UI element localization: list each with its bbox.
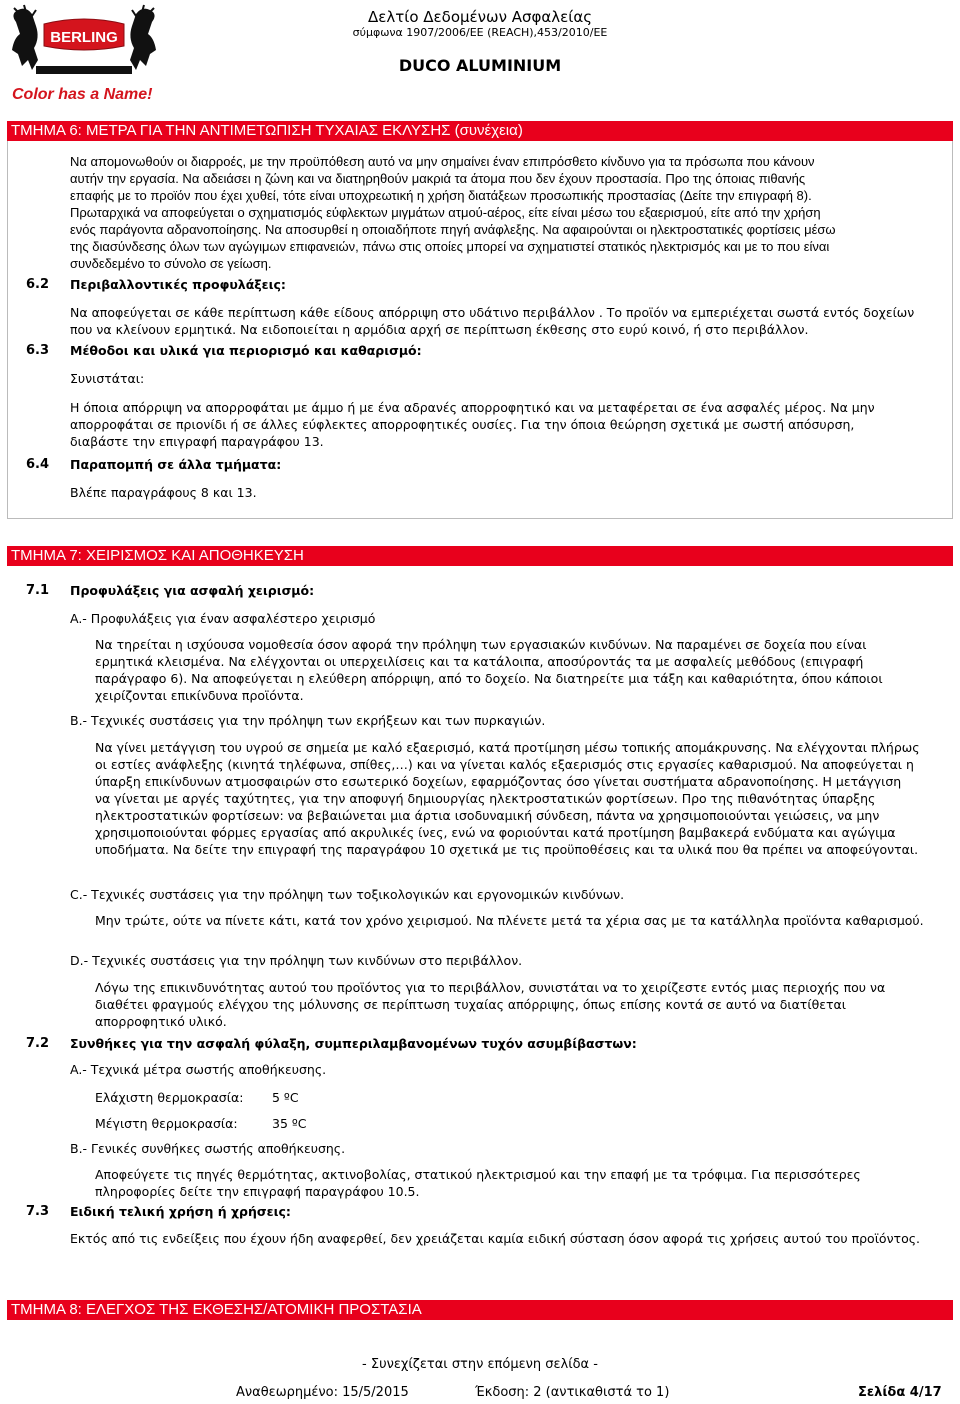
- s71-d-text-line: απορροφητικό υλικό.: [95, 1014, 227, 1029]
- subsection-number: 7.2: [26, 1036, 50, 1051]
- section-6-heading: ΤΜΗΜΑ 6: ΜΕΤΡΑ ΓΙΑ ΤΗΝ ΑΝΤΙΜΕΤΩΠΙΣΗ ΤΥΧΑΙΑΣ ΕΚΛΥΣΗΣ (συνέχεια): [7, 121, 953, 141]
- min-temp-label: Ελάχιστη θερμοκρασία:: [95, 1090, 244, 1105]
- logo-slogan: Color has a Name!: [12, 86, 153, 103]
- s71-a-text-line: Να τηρείται η ισχύουσα νομοθεσία όσον αφορά την πρόληψη των εργασιακών κινδύνων. Να παραμένει σε δοχεία που είναι: [95, 637, 867, 652]
- revision-date: Αναθεωρημένο: 15/5/2015: [236, 1385, 409, 1400]
- s71-d-text-line: Λόγω της επικινδυνότητας αυτού του προϊόντος για το περιβάλλον, συνιστάται να το χειρίζεστε εντός μιας περιοχής που να: [95, 980, 886, 995]
- subsection-number: 6.2: [26, 277, 50, 292]
- s71-a-text-line: παράγραφο 6). Να αποφεύγεται η ελεύθερη απόρριψη, από το δοχείο. Να διατηρείτε μια τάξη και καθαριότητα, όπου κάποιοι: [95, 671, 883, 686]
- s6-p1-line: ενός παράγοντα αδρανοποίησης. Να αποσυρθεί η οποιαδήποτε πηγή ανάφλεξης. Να αφαιρούνται οι ηλεκτροστατικές φορτίσεις μέσω: [70, 222, 836, 237]
- subsection-number: 7.1: [26, 583, 50, 598]
- subsection-number: 7.3: [26, 1204, 50, 1219]
- s64-text: Βλέπε παραγράφους 8 και 13.: [70, 485, 257, 500]
- lion-right-icon: [130, 5, 156, 70]
- section-8-heading: ΤΜΗΜΑ 8: ΕΛΕΓΧΟΣ ΤΗΣ ΕΚΘΕΣΗΣ/ΑΤΟΜΙΚΗ ΠΡΟΣΤΑΣΙΑ: [7, 1300, 953, 1320]
- s72-b-text-line: πληροφορίες δείτε την επιγραφή παραγράφου 10.5.: [95, 1184, 420, 1199]
- s71-d-label: D.- Τεχνικές συστάσεις για την πρόληψη των κινδύνων στο περιβάλλον.: [70, 953, 523, 968]
- berling-logo: [6, 4, 162, 104]
- min-temp-value: 5 ºC: [272, 1090, 299, 1105]
- s71-a-label: A.- Προφυλάξεις για έναν ασφαλέστερο χειρισμό: [70, 611, 376, 626]
- s71-b-text-line: οι εστίες ανάφλεξης (κινητά τηλέφωνα, σπίθες,…) και να γίνεται καλός εξαερισμός στις εργασίες καθαρισμού. Να αποφεύγεται η: [95, 757, 914, 772]
- logo-brand: BERLING: [50, 29, 118, 46]
- s63-text-line: διαβάστε την επιγραφή παραγράφου 13.: [70, 434, 324, 449]
- subsection-title: Περιβαλλοντικές προφυλάξεις:: [70, 277, 286, 292]
- s71-b-text-line: να γίνεται με αργές ταχύτητες, για την αποφυγή δημιουργίας ηλεκτροστατικών φορτίσεων. Προ της πιθανότητας ύπαρξης: [95, 791, 876, 806]
- subsection-title: Παραπομπή σε άλλα τμήματα:: [70, 457, 282, 472]
- s72-a-label: A.- Τεχνικά μέτρα σωστής αποθήκευσης.: [70, 1062, 327, 1077]
- s73-text: Εκτός από τις ενδείξεις που έχουν ήδη αναφερθεί, δεν χρειάζεται καμία ειδική σύσταση όσον αφορά τις χρήσεις αυτού του προϊόντος.: [70, 1231, 921, 1246]
- regulation-reference: σύμφωνα 1907/2006/ΕΕ (REACH),453/2010/ΕΕ: [352, 26, 608, 39]
- max-temp-label: Μέγιστη θερμοκρασία:: [95, 1116, 238, 1131]
- s72-b-text-line: Αποφεύγετε τις πηγές θερμότητας, ακτινοβολίας, στατικού ηλεκτρισμού και την επαφή με τα τρόφιμα. Για περισσότερες: [95, 1167, 861, 1182]
- s6-p1-line: της διασύνδεσης όλων των αγώγιμων επιφανειών, πάνω στις οποίες μπορεί να σχηματιστεί στατικός ηλεκτρισμός και με το που είναι: [70, 239, 830, 254]
- subsection-number: 6.3: [26, 343, 50, 358]
- s63-recommended-label: Συνιστάται:: [70, 371, 145, 386]
- s71-b-text-line: υποδήματα. Να δείτε την επιγραφή της παραγράφου 10 σχετικά με τις προϋποθέσεις και τα υλικά που θα πρέπει να αποφεύγονται.: [95, 842, 919, 857]
- subsection-title: Μέθοδοι και υλικά για περιορισμό και καθαρισμό:: [70, 343, 422, 358]
- s63-text-line: Η όποια απόρριψη να απορροφάται με άμμο ή με ένα αδρανές απορροφητικό και να μεταφέρεται σε ένα ασφαλές μέρος. Να μην: [70, 400, 875, 415]
- s6-p1-line: Πρωταρχικά να αποφεύγεται ο σχηματισμός εύφλεκτων μιγμάτων ατμού-αέρος, είτε είναι μέσω του εξαερισμού, είτε από την χρήση: [70, 205, 821, 220]
- subsection-title: Συνθήκες για την ασφαλή φύλαξη, συμπεριλαμβανομένων τυχόν ασυμβίβαστων:: [70, 1036, 637, 1051]
- s71-a-text-line: χειρίζονται επικίνδυνα προϊόντα.: [95, 688, 304, 703]
- s6-p1-line: Να απομονωθούν οι διαρροές, με την προϋπόθεση αυτό να μην σημαίνει έναν επιπρόσθετο κίνδυνο για τα πρόσωπα που κάνουν: [70, 154, 815, 169]
- document-title: Δελτίο Δεδομένων Ασφαλείας: [367, 8, 593, 26]
- subsection-number: 6.4: [26, 457, 50, 472]
- page-number: Σελίδα 4/17: [858, 1385, 942, 1400]
- s71-d-text-line: διαθέτει φραγμούς ελέγχου της μόλυνσης σε περίπτωση τυχαίας απόρριψης, όπως επίσης κοντά σε αυτό να διατίθεται: [95, 997, 846, 1012]
- s71-c-label: C.- Τεχνικές συστάσεις για την πρόληψη των τοξικολογικών και εργονομικών κινδύνων.: [70, 887, 625, 902]
- s62-text-line: που να κλείνουν ερμητικά. Να ειδοποιείται η αρμόδια αρχή σε περίπτωση έκθεσης στο ευρύ κοινό, ή στο περιβάλλον.: [70, 322, 809, 337]
- continued-notice: - Συνεχίζεται στην επόμενη σελίδα -: [362, 1357, 598, 1372]
- s6-p1-line: επαφής με το προϊόν που έχει χυθεί, τότε είναι υποχρεωτική η χρήση διατάξεων προσωπικής προστασίας (Δείτε την επιγραφή 8).: [70, 188, 812, 203]
- product-name: DUCO ALUMINIUM: [398, 56, 562, 75]
- s71-c-text: Μην τρώτε, ούτε να πίνετε κάτι, κατά τον χρόνο χειρισμού. Να πλένετε μετά τα χέρια σας με τα κατάλληλα προϊόντα καθαρισμού.: [95, 913, 924, 928]
- s71-b-text-line: Να γίνει μετάγγιση του υγρού σε σημεία με καλό εξαερισμό, κατά προτίμηση μέσω τοπικής απομάκρυνσης. Να ελέγχονται πλήρως: [95, 740, 920, 755]
- subsection-title: Ειδική τελική χρήση ή χρήσεις:: [70, 1204, 291, 1219]
- edition-info: Έκδοση: 2 (αντικαθιστά το 1): [475, 1385, 670, 1400]
- s72-b-label: B.- Γενικές συνθήκες σωστής αποθήκευσης.: [70, 1141, 346, 1156]
- s6-p1-line: αυτήν την εργασία. Να αδειάσει η ζώνη και να διατηρηθούν μακριά τα άτομα που δεν έχουν προστασία. Προ της όποιας πιθανής: [70, 171, 806, 186]
- s71-a-text-line: ερμητικά κλεισμένα. Να ελέγχονται οι υπερχειλίσεις και τα κατάλοιπα, αποσύροντάς τα με ασφαλείς μεθόδους (επιγραφή: [95, 654, 864, 669]
- s71-b-text-line: ηλεκτροστατικών φορτίσεων: να βεβαιώνεται μια άρτια ισοδυναμική σύνδεση, πάντα να χρησιμοποιούνται γειώσεις, να μην: [95, 808, 880, 823]
- max-temp-value: 35 ºC: [272, 1116, 307, 1131]
- lion-left-icon: [12, 5, 38, 70]
- s6-p1-line: συνδεδεμένο το σύνολο σε γείωση.: [70, 256, 272, 271]
- s71-b-text-line: ύπαρξη επικίνδυνων ατμοσφαιρών στο εσωτερικό δοχείων, εφαρμόζοντας όσο γίνεται συστήματα αδρανοποίησης. Η μετάγγιση: [95, 774, 902, 789]
- s63-text-line: απορροφάται σε πριονίδι ή σε άλλες εύφλεκτες απορροφητικές ουσίες. Για την όποια θεώρηση σχετικά με σωστή απόσυρση,: [70, 417, 855, 432]
- subsection-title: Προφυλάξεις για ασφαλή χειρισμό:: [70, 583, 315, 598]
- section-7-heading: ΤΜΗΜΑ 7: ΧΕΙΡΙΣΜΟΣ ΚΑΙ ΑΠΟΘΗΚΕΥΣΗ: [7, 546, 953, 566]
- s62-text-line: Να αποφεύγεται σε κάθε περίπτωση κάθε είδους απόρριψη στο υδάτινο περιβάλλον . Το προϊόν να εμπεριέχεται σωστά εντός δοχείων: [70, 305, 915, 320]
- s71-b-text-line: χρησιμοποιούνται φόρμες εργασίας από ακρυλικές ίνες, ενώ να φοριούνται κατά προτίμηση βαμβακερά ενδύματα και αγώγιμα: [95, 825, 896, 840]
- s71-b-label: B.- Τεχνικές συστάσεις για την πρόληψη των εκρήξεων και των πυρκαγιών.: [70, 713, 546, 728]
